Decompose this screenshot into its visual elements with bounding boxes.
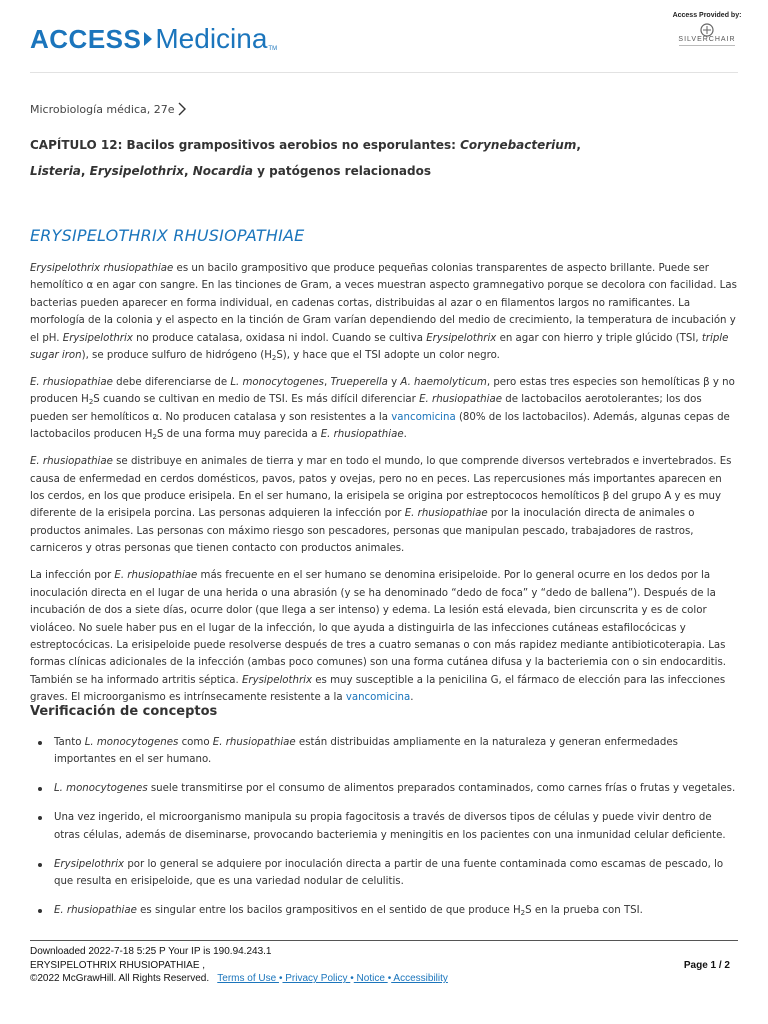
download-info: Downloaded 2022-7-18 5:25 P Your IP is 190.94.243.1 bbox=[30, 946, 272, 957]
chapter-title: CAPÍTULO 12: Bacilos grampositivos aerobios no esporulantes: Corynebacterium, Listeria, Erysipelothrix, Nocardia y patógenos relacionados bbox=[30, 138, 581, 178]
bullet-icon bbox=[38, 816, 42, 820]
logo-medicina-text: Medicina bbox=[155, 23, 268, 54]
paragraph-2: E. rhusiopathiae debe diferenciarse de L. monocytogenes, Trueperella y A. haemolyticum, pero estas tres especies son hemolíticas β y no producen $H_2S$ cuando se cultivan en medio de TSI. Es más difícil diferenciar E. rhusiopathiae de lactobacilos aerotolerantes; los dos pueden ser hemolíticos α. No producen catalasa y son resistentes a la vancomicina (80% de los lactobacilos). Además, algunas cepas de lactobacilos producen $H_2S$ de una forma muy parecida a E. rhusiopathiae. bbox=[30, 377, 735, 442]
bullet-icon bbox=[38, 741, 42, 745]
list-item: E. rhusiopathiae es singular entre los bacilos grampositivos en el sentido de que produce $H_2S$ en la prueba con TSI. bbox=[30, 902, 738, 919]
list-item: Tanto L. monocytogenes como E. rhusiopathiae están distribuidas ampliamente en la naturaleza y generan enfermedades importantes en el ser humano. bbox=[30, 734, 738, 769]
footer-links: ©2022 McGrawHill. All Rights Reserved. Terms of Use • Privacy Policy • Notice • Accessibility bbox=[30, 973, 448, 984]
paragraph-4: La infección por E. rhusiopathiae más frecuente en el ser humano se denomina erisipeloide. Por lo general ocurre en los dedos por la inoculación directa en el lugar de una herida o una abrasión (y se ha denominado “dedo de foca” y “dedo de ballena”). Después de la incubación de dos a siete días, ocurre dolor (que llega a ser intenso) y edema. La lesión está elevada, bien circunscrita y es de color violáceo. No suele haber pus en el lugar de la infección, lo que ayuda a distinguirla de las infecciones cutáneas estafilocócicas y estreptocócicas. La erisipeloide puede resolverse después de tres a cuatro semanas o con más rapidez mediante antibioticoterapia. Las formas clínicas adicionales de la infección (ambas poco comunes) son una forma cutánea difusa y la bacteriemia con o sin endocarditis. También se ha informado artritis séptica. Erysipelothrix es muy susceptible a la penicilina G, el fármaco de elección para las infecciones graves. El microorganismo es intrínsecamente resistente a la vancomicina. bbox=[30, 570, 726, 704]
footer bbox=[30, 945, 448, 986]
provider-name: SILVERCHAIR bbox=[678, 36, 736, 43]
logo-arrow-icon bbox=[143, 24, 153, 54]
bullet-icon bbox=[38, 787, 42, 791]
terms-of-use-link[interactable]: Terms of Use bbox=[217, 973, 279, 984]
logo-trademark: TM bbox=[268, 46, 278, 52]
accessibility-link[interactable]: Accessibility bbox=[391, 973, 448, 984]
provider-divider bbox=[679, 45, 735, 46]
privacy-policy-link[interactable]: Privacy Policy bbox=[282, 973, 351, 984]
header-divider bbox=[30, 72, 738, 73]
paragraph-1: Erysipelothrix rhusiopathiae es un bacilo grampositivo que produce pequeñas colonias transparentes de aspecto brillante. Puede ser hemolítico α en agar con sangre. En las tinciones de Gram, a veces muestran aspecto gramnegativo porque se decolora con facilidad. Las bacterias pueden aparecer en forma individual, en cadenas cortas, distribuidas al azar o en filamentos largos no ramificantes. La morfología de la colonia y el aspecto en la tinción de Gram varían dependiendo del medio de crecimiento, la temperatura de incubación y el pH. Erysipelothrix no produce catalasa, oxidasa ni indol. Cuando se cultiva Erysipelothrix en agar con hierro y triple glúcido (TSI, triple sugar iron), se produce sulfuro de hidrógeno $(H_2S)$, y hace que el TSI adopte un color negro. bbox=[30, 263, 737, 363]
logo-access-text: ACCESS bbox=[30, 24, 142, 54]
vancomicina-link[interactable]: vancomicina bbox=[345, 692, 411, 704]
list-item: L. monocytogenes suele transmitirse por el consumo de alimentos preparados contaminados, como carnes frías o frutas y vegetales. bbox=[30, 780, 738, 797]
vancomicina-link[interactable]: vancomicina bbox=[391, 411, 456, 423]
breadcrumb-book[interactable]: Microbiología médica, 27e bbox=[30, 102, 175, 116]
bullet-icon bbox=[38, 909, 42, 913]
copyright: ©2022 McGrawHill. All Rights Reserved. bbox=[30, 973, 210, 984]
silverchair-logo-icon bbox=[700, 22, 714, 36]
concept-check-heading: Verificación de conceptos bbox=[30, 704, 218, 719]
notice-link[interactable]: Notice bbox=[353, 973, 388, 984]
provider-label: Access Provided by: bbox=[672, 12, 742, 19]
breadcrumb[interactable] bbox=[30, 102, 187, 116]
list-item: Erysipelothrix por lo general se adquiere por inoculación directa a partir de una fuente contaminada como escamas de pescado, lo que resulta en erisipeloide, que es una variedad nodular de celulitis. bbox=[30, 856, 738, 891]
page-number: Page 1 / 2 bbox=[683, 960, 730, 971]
footer-article-title: ERYSIPELOTHRIX RHUSIOPATHIAE , bbox=[30, 959, 206, 971]
bullet-icon bbox=[38, 863, 42, 867]
accessmedicina-logo[interactable] bbox=[30, 14, 277, 54]
chevron-right-icon bbox=[177, 102, 187, 116]
footer-divider bbox=[30, 940, 738, 941]
article-body bbox=[30, 260, 738, 716]
paragraph-3: E. rhusiopathiae se distribuye en animales de tierra y mar en todo el mundo, lo que comprende diversos vertebrados e invertebrados. Es causa de enfermedad en cerdos domésticos, pavos, patos y ovejas, pero no en peces. Las repercusiones más importantes aparecen en los cerdos, en los que produce erisipela. En el ser humano, la erisipela se origina por estreptococos hemolíticos β del grupo A y es muy diferente de la erisipela porcina. Las personas adquieren la infección por E. rhusiopathiae por la inoculación directa de animales o productos animales. Las personas con máximo riesgo son pescadores, personas que manipulan pescado, trabajadores de rastros, carniceros y otras personas que tienen contacto con productos animales. bbox=[30, 456, 732, 555]
access-provider bbox=[672, 12, 742, 46]
section-title: ERYSIPELOTHRIX RHUSIOPATHIAE bbox=[30, 226, 305, 245]
list-item: Una vez ingerido, el microorganismo manipula su propia fagocitosis a través de diversos tipos de células y puede vivir dentro de otras células, además de diseminarse, provocando bacteriemia y meningitis en los pacientes con una inmunidad celular deficiente. bbox=[30, 809, 738, 844]
concept-list bbox=[30, 734, 738, 931]
